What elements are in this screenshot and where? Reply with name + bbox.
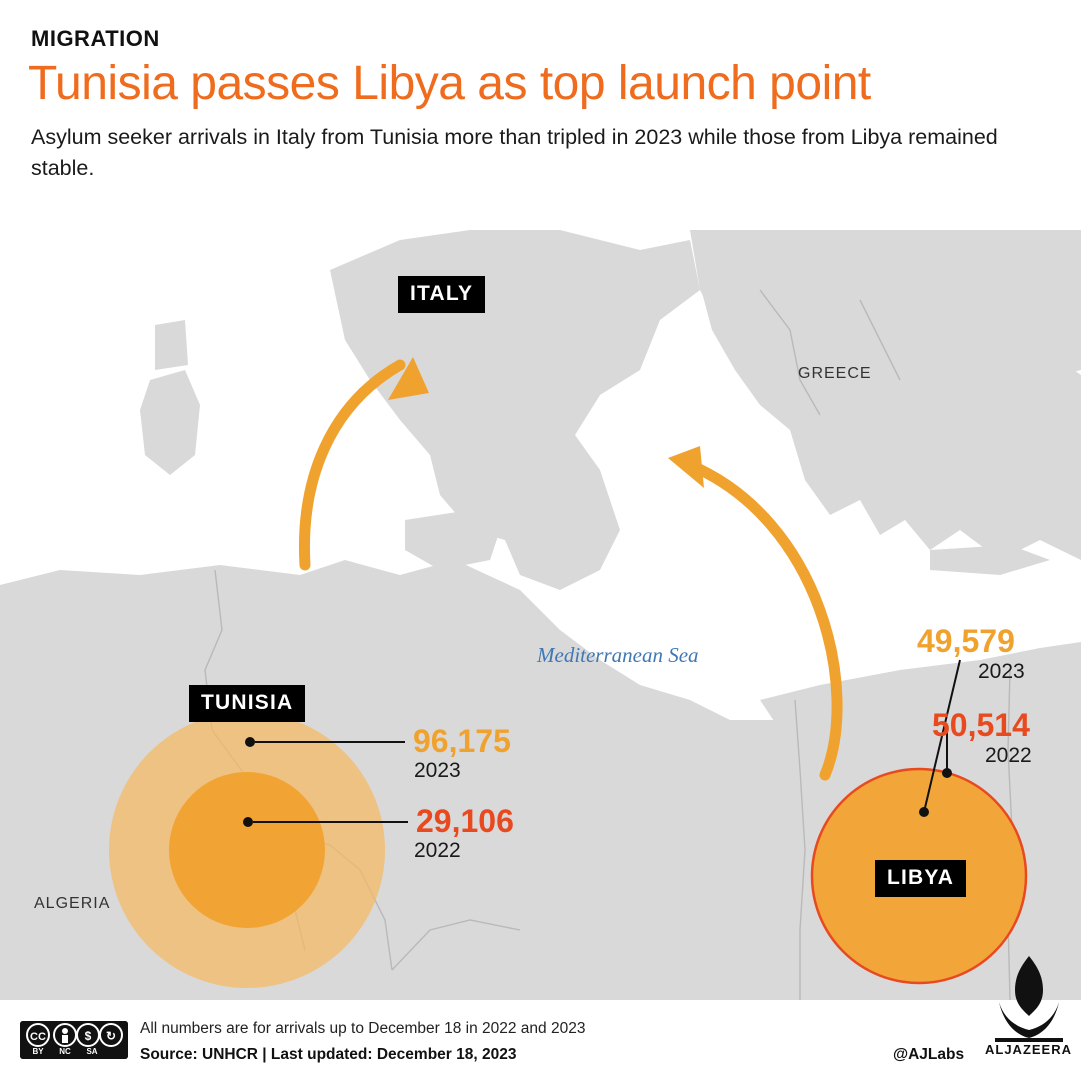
map-canvas — [0, 230, 1081, 1000]
map-label-libya: LIBYA — [875, 860, 966, 897]
bubble-tunisia-2022 — [169, 772, 325, 928]
source-text: Source: UNHCR | Last updated: December 18, 2023 — [140, 1046, 517, 1063]
value-tunisia-2022: 29,106 — [416, 803, 514, 839]
year-libya-2023: 2023 — [978, 660, 1025, 683]
svg-text:NC: NC — [59, 1047, 71, 1056]
kicker-label: MIGRATION — [31, 26, 160, 51]
subtitle: Asylum seeker arrivals in Italy from Tunisia more than tripled in 2023 while those from Libya remained stable. — [31, 125, 998, 180]
value-libya-2023: 49,579 — [917, 623, 1015, 659]
year-libya-2022: 2022 — [985, 744, 1032, 767]
social-handle: @AJLabs — [893, 1046, 965, 1063]
aljazeera-wordmark: ALJAZEERA — [985, 1042, 1073, 1057]
map-label-mediterranean-sea: Mediterranean Sea — [537, 643, 699, 667]
map-label-greece: GREECE — [798, 365, 872, 382]
map-label-algeria: ALGERIA — [34, 895, 111, 912]
value-tunisia-2023: 96,175 — [413, 723, 511, 759]
aljazeera-logo-icon — [985, 950, 1073, 1055]
year-tunisia-2022: 2022 — [414, 839, 461, 862]
svg-text:SA: SA — [86, 1047, 98, 1056]
svg-text:BY: BY — [32, 1047, 44, 1056]
map-label-tunisia: TUNISIA — [189, 685, 305, 722]
footnote-text: All numbers are for arrivals up to December 18 in 2022 and 2023 — [140, 1020, 586, 1037]
svg-text:CC: CC — [30, 1031, 46, 1043]
creative-commons-icon — [20, 1021, 128, 1059]
svg-text:$: $ — [84, 1029, 92, 1043]
footer — [0, 1000, 1081, 1081]
header — [0, 0, 1081, 230]
year-tunisia-2023: 2023 — [414, 759, 461, 782]
value-libya-2022: 50,514 — [932, 707, 1030, 743]
svg-text:↻: ↻ — [105, 1029, 117, 1043]
page-title: Tunisia passes Libya as top launch point — [28, 57, 871, 110]
map-label-italy: ITALY — [398, 276, 485, 313]
